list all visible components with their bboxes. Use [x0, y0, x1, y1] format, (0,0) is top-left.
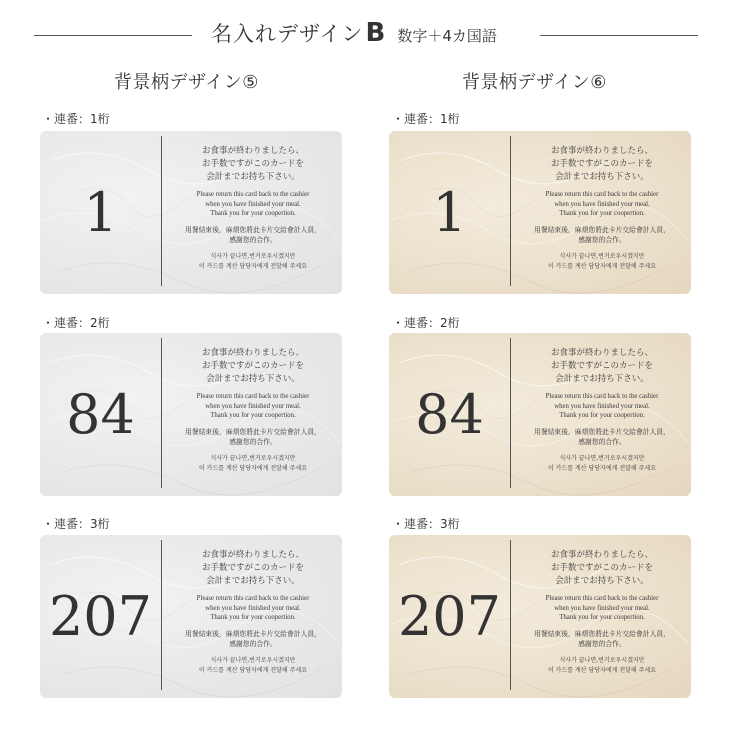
- card-zh-line-2: 感謝您的合作。: [229, 640, 277, 648]
- card-jp-line-1: お食事が終わりましたら、: [550, 550, 653, 560]
- card-zh-line-1: 用餐結束後，麻煩您將此卡片交給會計人員，: [534, 629, 670, 638]
- card-ko-line-1: 식사가 끝나면,번거로우시겠지만: [559, 252, 645, 260]
- label-2-digit-left: ・連番：2桁: [42, 316, 110, 330]
- card-jp-line-3: 会計までお持ち下さい。: [555, 576, 649, 586]
- label-3-digit-right: ・連番：3桁: [392, 517, 460, 531]
- card-zh-line-2: 感謝您的合作。: [229, 438, 277, 446]
- card-divider: [510, 540, 511, 690]
- column-heading-5: 背景柄デザイン⑤: [114, 72, 259, 93]
- card-ko-line-1: 식사가 끝나면,번거로우시겠지만: [559, 656, 645, 664]
- card-jp-line-3: 会計までお持ち下さい。: [555, 172, 649, 182]
- card-jp-line-2: お手数ですがこのカードを: [550, 361, 653, 371]
- label-2-digit-right: ・連番：2桁: [392, 316, 460, 330]
- card-jp-line-1: お食事が終わりましたら、: [201, 550, 304, 560]
- card-jp-line-2: お手数ですがこのカードを: [550, 159, 653, 169]
- card-jp-line-2: お手数ですがこのカードを: [201, 159, 304, 169]
- card-number: 1: [432, 181, 467, 244]
- card-en-line-1: Please return this card back to the cashier: [196, 191, 310, 198]
- card-jp-line-1: お食事が終わりましたら、: [201, 146, 304, 156]
- card-zh-line-2: 感謝您的合作。: [578, 438, 626, 446]
- card-jp-line-2: お手数ですがこのカードを: [201, 563, 304, 573]
- card-ko-line-1: 식사가 끝나면,번거로우시겠지만: [210, 252, 296, 260]
- number-card-design5-2-digit: [40, 333, 342, 496]
- header-rule-right: [540, 35, 698, 36]
- number-card-design6-3-digit: [389, 535, 691, 698]
- card-en-line-3: Thank you for your coopertion.: [210, 210, 296, 217]
- card-ko-line-2: 이 카드를 계산 담당자에게 전달해 주세요: [198, 262, 308, 270]
- card-number: 84: [66, 383, 135, 446]
- card-message: [513, 347, 691, 474]
- card-zh-line-2: 感謝您的合作。: [229, 236, 277, 244]
- card-en-line-1: Please return this card back to the cashier: [545, 191, 659, 198]
- number-card-design6-1-digit: [389, 131, 691, 294]
- label-1-digit-left: ・連番：1桁: [42, 112, 110, 126]
- card-message: [164, 347, 342, 474]
- card-en-line-3: Thank you for your coopertion.: [210, 412, 296, 419]
- card-en-line-2: when you have finished your meal.: [205, 200, 301, 208]
- label-3-digit-left: ・連番：3桁: [42, 517, 110, 531]
- card-en-line-2: when you have finished your meal.: [205, 604, 301, 612]
- card-en-line-2: when you have finished your meal.: [205, 402, 301, 410]
- card-jp-line-1: お食事が終わりましたら、: [550, 146, 653, 156]
- card-divider: [161, 136, 162, 286]
- number-card-design5-1-digit: [40, 131, 342, 294]
- card-ko-line-2: 이 카드를 계산 담당자에게 전달해 주세요: [198, 464, 308, 472]
- card-jp-line-3: 会計までお持ち下さい。: [206, 576, 300, 586]
- card-number: 207: [397, 585, 502, 648]
- number-card-design5-3-digit: [40, 535, 342, 698]
- card-zh-line-1: 用餐結束後，麻煩您將此卡片交給會計人員，: [185, 225, 321, 234]
- card-zh-line-1: 用餐結束後，麻煩您將此卡片交給會計人員，: [185, 427, 321, 436]
- card-ko-line-1: 식사가 끝나면,번거로우시겠지만: [210, 454, 296, 462]
- card-message: [164, 549, 342, 676]
- card-jp-line-1: お食事が終わりましたら、: [201, 348, 304, 358]
- number-card-design6-2-digit: [389, 333, 691, 496]
- card-message: [513, 549, 691, 676]
- card-jp-line-3: 会計までお持ち下さい。: [555, 374, 649, 384]
- card-zh-line-1: 用餐結束後，麻煩您將此卡片交給會計人員，: [185, 629, 321, 638]
- card-zh-line-2: 感謝您的合作。: [578, 236, 626, 244]
- card-zh-line-2: 感謝您的合作。: [578, 640, 626, 648]
- card-jp-line-3: 会計までお持ち下さい。: [206, 374, 300, 384]
- header-title-letter: B: [365, 18, 386, 48]
- header-rule-left: [34, 35, 192, 36]
- card-number: 84: [415, 383, 484, 446]
- card-number: 1: [83, 181, 118, 244]
- card-divider: [510, 136, 511, 286]
- section-header: [0, 18, 733, 52]
- column-heading-6: 背景柄デザイン⑥: [462, 72, 607, 93]
- card-ko-line-2: 이 카드를 계산 담당자에게 전달해 주세요: [547, 464, 657, 472]
- card-en-line-3: Thank you for your coopertion.: [559, 614, 645, 621]
- card-en-line-3: Thank you for your coopertion.: [559, 210, 645, 217]
- card-ko-line-2: 이 카드를 계산 담당자에게 전달해 주세요: [198, 666, 308, 674]
- card-ko-line-1: 식사가 끝나면,번거로우시겠지만: [210, 656, 296, 664]
- card-zh-line-1: 用餐結束後，麻煩您將此卡片交給會計人員，: [534, 225, 670, 234]
- header-subtitle: 数字＋4カ国語: [397, 27, 497, 45]
- card-ko-line-1: 식사가 끝나면,번거로우시겠지만: [559, 454, 645, 462]
- card-en-line-2: when you have finished your meal.: [554, 200, 650, 208]
- card-en-line-1: Please return this card back to the cashier: [196, 393, 310, 400]
- card-en-line-1: Please return this card back to the cashier: [545, 595, 659, 602]
- label-1-digit-right: ・連番：1桁: [392, 112, 460, 126]
- card-en-line-2: when you have finished your meal.: [554, 604, 650, 612]
- header-title: [211, 18, 497, 52]
- card-en-line-3: Thank you for your coopertion.: [210, 614, 296, 621]
- card-jp-line-1: お食事が終わりましたら、: [550, 348, 653, 358]
- card-divider: [510, 338, 511, 488]
- card-divider: [161, 540, 162, 690]
- card-jp-line-2: お手数ですがこのカードを: [550, 563, 653, 573]
- card-en-line-1: Please return this card back to the cashier: [196, 595, 310, 602]
- card-message: [513, 145, 691, 272]
- card-jp-line-2: お手数ですがこのカードを: [201, 361, 304, 371]
- card-jp-line-3: 会計までお持ち下さい。: [206, 172, 300, 182]
- card-divider: [161, 338, 162, 488]
- card-number: 207: [48, 585, 153, 648]
- card-en-line-2: when you have finished your meal.: [554, 402, 650, 410]
- card-message: [164, 145, 342, 272]
- card-ko-line-2: 이 카드를 계산 담당자에게 전달해 주세요: [547, 262, 657, 270]
- card-ko-line-2: 이 카드를 계산 담당자에게 전달해 주세요: [547, 666, 657, 674]
- header-title-text: 名入れデザイン: [211, 22, 364, 46]
- card-zh-line-1: 用餐結束後，麻煩您將此卡片交給會計人員，: [534, 427, 670, 436]
- card-en-line-3: Thank you for your coopertion.: [559, 412, 645, 419]
- card-en-line-1: Please return this card back to the cashier: [545, 393, 659, 400]
